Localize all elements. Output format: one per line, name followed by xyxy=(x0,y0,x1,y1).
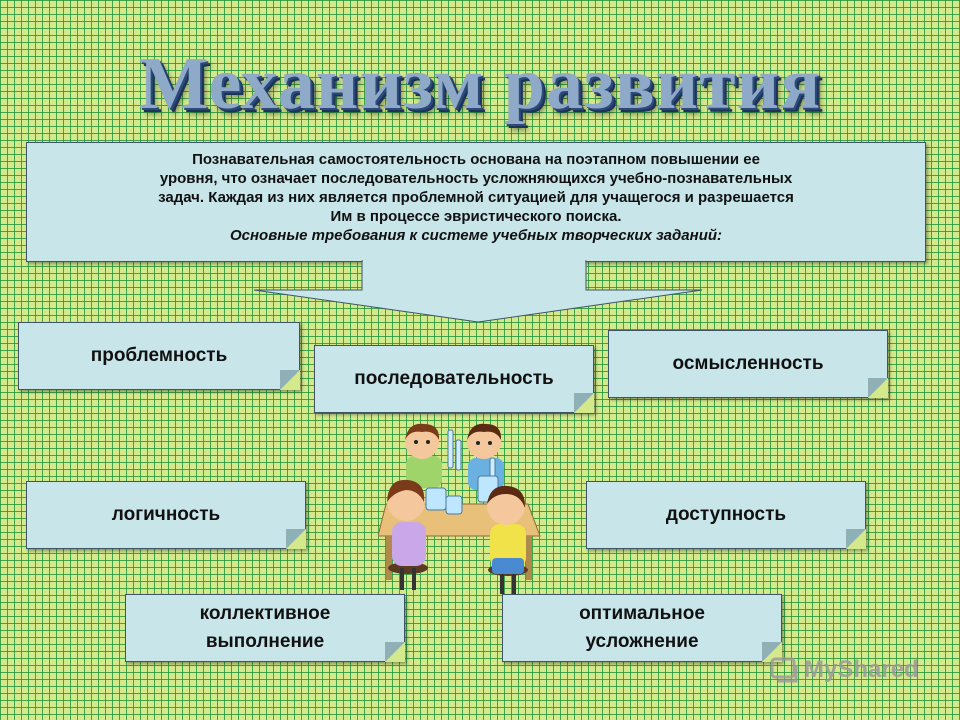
requirement-collective-line-1: коллективное xyxy=(199,603,331,624)
child-back-left xyxy=(405,424,442,488)
child-front-left xyxy=(387,480,428,590)
requirement-optimal xyxy=(502,594,782,662)
requirement-optimal-line-1: оптимальное xyxy=(579,603,705,624)
requirement-logic-label: логичность xyxy=(111,504,221,525)
children-at-table-illustration xyxy=(378,418,543,600)
child-front-right xyxy=(487,486,528,594)
down-arrow-callout xyxy=(250,260,710,330)
requirement-problem-label: проблемность xyxy=(90,345,228,366)
page-title: Механизм развития xyxy=(138,43,822,125)
requirement-collective-label xyxy=(200,600,331,656)
watermark-text: MyShared xyxy=(804,656,919,683)
requirement-access xyxy=(586,481,866,549)
requirement-meaning-label: осмысленность xyxy=(672,353,824,374)
watermark xyxy=(770,655,919,685)
intro-line-4: Им в процессе эвристического поиска. xyxy=(330,208,622,225)
intro-line-2: уровня, что означает последовательность усложняющихся учебно-познавательных xyxy=(159,170,793,187)
requirement-optimal-line-2: усложнение xyxy=(585,631,699,652)
intro-lead: Основные требования к системе учебных творческих заданий: xyxy=(229,227,723,244)
requirement-logic xyxy=(26,481,306,549)
intro-line-3: задач. Каждая из них является проблемной ситуацией для учащегося и разрешается xyxy=(158,189,794,206)
requirement-problem xyxy=(18,322,300,390)
requirement-sequence-label: последовательность xyxy=(354,368,554,389)
requirement-sequence xyxy=(314,345,594,413)
requirement-meaning xyxy=(608,330,888,398)
myshared-logo-icon xyxy=(770,655,804,685)
intro-text-box xyxy=(26,142,926,262)
requirement-collective-line-2: выполнение xyxy=(205,631,325,652)
requirement-collective xyxy=(125,594,405,662)
intro-line-1: Познавательная самостоятельность основана на поэтапном повышении ее xyxy=(192,151,760,168)
requirement-optimal-label xyxy=(579,600,705,656)
requirement-access-label: доступность xyxy=(665,504,787,525)
